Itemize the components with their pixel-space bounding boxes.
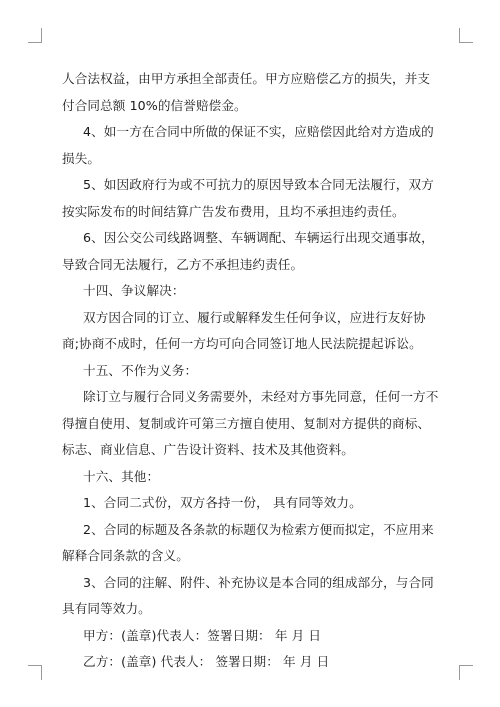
paragraph-other-2: 2、合同的标题及各条款的标题仅为检索方便而拟定，不应用来解释合同条款的含义。 (62, 521, 434, 563)
paragraph-clause-4: 4、如一方在合同中所做的保证不实，应赔偿因此给对方造成的损失。 (62, 124, 434, 166)
crop-mark-bottom-right (459, 665, 473, 680)
heading-dispute-resolution: 十四、争议解决： (83, 283, 185, 298)
paragraph-dispute-resolution: 双方因合同的订立、履行或解释发生任何争议，应进行友好协商;协商不成时，任何一方均可向合同签订地人民法院提起诉讼。 (62, 309, 426, 351)
paragraph-other-3: 3、合同的注解、附件、补充协议是本合同的组成部分，与合同具有同等效力。 (62, 574, 434, 616)
document-body (62, 66, 440, 676)
paragraph-non-action-obligation: 除订立与履行合同义务需要外，未经对方事先同意，任何一方不得擅自使用、复制或许可第三方擅自使用、复制对方提供的商标、标志、商业信息、广告设计资料、技术及其他资料。 (62, 389, 439, 457)
paragraph-clause-5: 5、如因政府行为或不可抗力的原因导致本合同无法履行，双方按实际发布的时间结算广告发布费用，且均不承担违约责任。 (62, 177, 434, 219)
paragraph-other-1: 1、合同二式份，双方各持一份， 具有同等效力。 (83, 495, 362, 510)
paragraph-clause-6: 6、因公交公司线路调整、车辆调配、车辆运行出现交通事故，导致合同无法履行，乙方不承担违约责任。 (62, 230, 434, 272)
signature-party-b: 乙方：(盖章) 代表人： 签署日期： 年 月 日 (83, 654, 330, 669)
crop-mark-bottom-left (28, 665, 42, 680)
paragraph-liability-continued: 人合法权益，由甲方承担全部责任。甲方应赔偿乙方的损失，并支付合同总额 10%的信誉赔偿金。 (62, 71, 431, 113)
heading-non-action-obligation: 十五、不作为义务： (83, 362, 198, 378)
crop-mark-top-left (28, 28, 42, 43)
heading-other: 十六、其他： (83, 468, 160, 484)
crop-mark-top-right (459, 28, 473, 43)
signature-party-a: 甲方：(盖章)代表人：签署日期： 年 月 日 (83, 627, 322, 643)
